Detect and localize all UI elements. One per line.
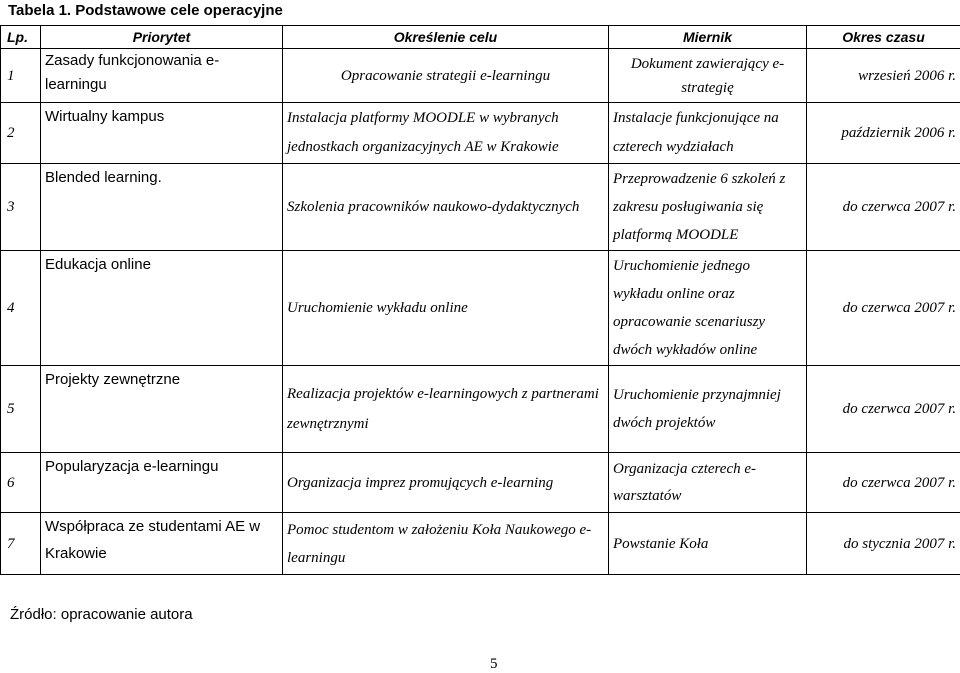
row-priorytet: Popularyzacja e-learningu (41, 453, 283, 513)
header-lp: Lp. (1, 26, 41, 49)
row-lp: 1 (1, 49, 41, 103)
row-okreslenie: Opracowanie strategii e-learningu (283, 49, 609, 103)
table-caption: Tabela 1. Podstawowe cele operacyjne (8, 2, 283, 19)
row-miernik: Uruchomienie przynajmniej dwóch projektów (609, 366, 807, 453)
row-miernik: Dokument zawierający e-strategię (609, 49, 807, 103)
row-miernik: Powstanie Koła (609, 513, 807, 575)
header-okres-czasu: Okres czasu (807, 26, 960, 49)
row-okreslenie: Realizacja projektów e-learningowych z partnerami zewnętrznymi (283, 366, 609, 453)
row-priorytet: Zasady funkcjonowania e-learningu (41, 49, 283, 103)
source-note: Źródło: opracowanie autora (10, 606, 193, 623)
row-lp: 7 (1, 513, 41, 575)
table-row (1, 251, 960, 366)
table-row (1, 366, 960, 453)
row-miernik: Organizacja czterech e-warsztatów (609, 453, 807, 513)
row-miernik: Instalacje funkcjonujące na czterech wydziałach (609, 103, 807, 164)
row-lp: 2 (1, 103, 41, 164)
operational-goals-table (0, 25, 960, 575)
row-okres: do czerwca 2007 r. (807, 366, 960, 453)
table-row (1, 103, 960, 164)
row-priorytet: Projekty zewnętrzne (41, 366, 283, 453)
row-okres: do stycznia 2007 r. (807, 513, 960, 575)
row-priorytet: Blended learning. (41, 164, 283, 251)
row-lp: 5 (1, 366, 41, 453)
table-row (1, 513, 960, 575)
row-okres: do czerwca 2007 r. (807, 251, 960, 366)
row-okreslenie: Instalacja platformy MOODLE w wybranych jednostkach organizacyjnych AE w Krakowie (283, 103, 609, 164)
table-row (1, 49, 960, 103)
row-okres: październik 2006 r. (807, 103, 960, 164)
table-row (1, 164, 960, 251)
table-header-row (1, 26, 960, 49)
table-row (1, 453, 960, 513)
row-okres: do czerwca 2007 r. (807, 453, 960, 513)
row-lp: 6 (1, 453, 41, 513)
row-okres: wrzesień 2006 r. (807, 49, 960, 103)
header-priorytet: Priorytet (41, 26, 283, 49)
row-okreslenie: Pomoc studentom w założeniu Koła Naukowego e-learningu (283, 513, 609, 575)
row-miernik: Przeprowadzenie 6 szkoleń z zakresu posługiwania się platformą MOODLE (609, 164, 807, 251)
row-lp: 4 (1, 251, 41, 366)
row-miernik: Uruchomienie jednego wykładu online oraz opracowanie scenariuszy dwóch wykładów online (609, 251, 807, 366)
row-okreslenie: Uruchomienie wykładu online (283, 251, 609, 366)
row-okreslenie: Organizacja imprez promujących e-learning (283, 453, 609, 513)
row-okreslenie: Szkolenia pracowników naukowo-dydaktycznych (283, 164, 609, 251)
row-priorytet: Edukacja online (41, 251, 283, 366)
row-okres: do czerwca 2007 r. (807, 164, 960, 251)
page-number: 5 (490, 656, 498, 672)
header-miernik: Miernik (609, 26, 807, 49)
row-priorytet: Wirtualny kampus (41, 103, 283, 164)
row-lp: 3 (1, 164, 41, 251)
row-priorytet: Współpraca ze studentami AE w Krakowie (41, 513, 283, 575)
header-okreslenie-celu: Określenie celu (283, 26, 609, 49)
